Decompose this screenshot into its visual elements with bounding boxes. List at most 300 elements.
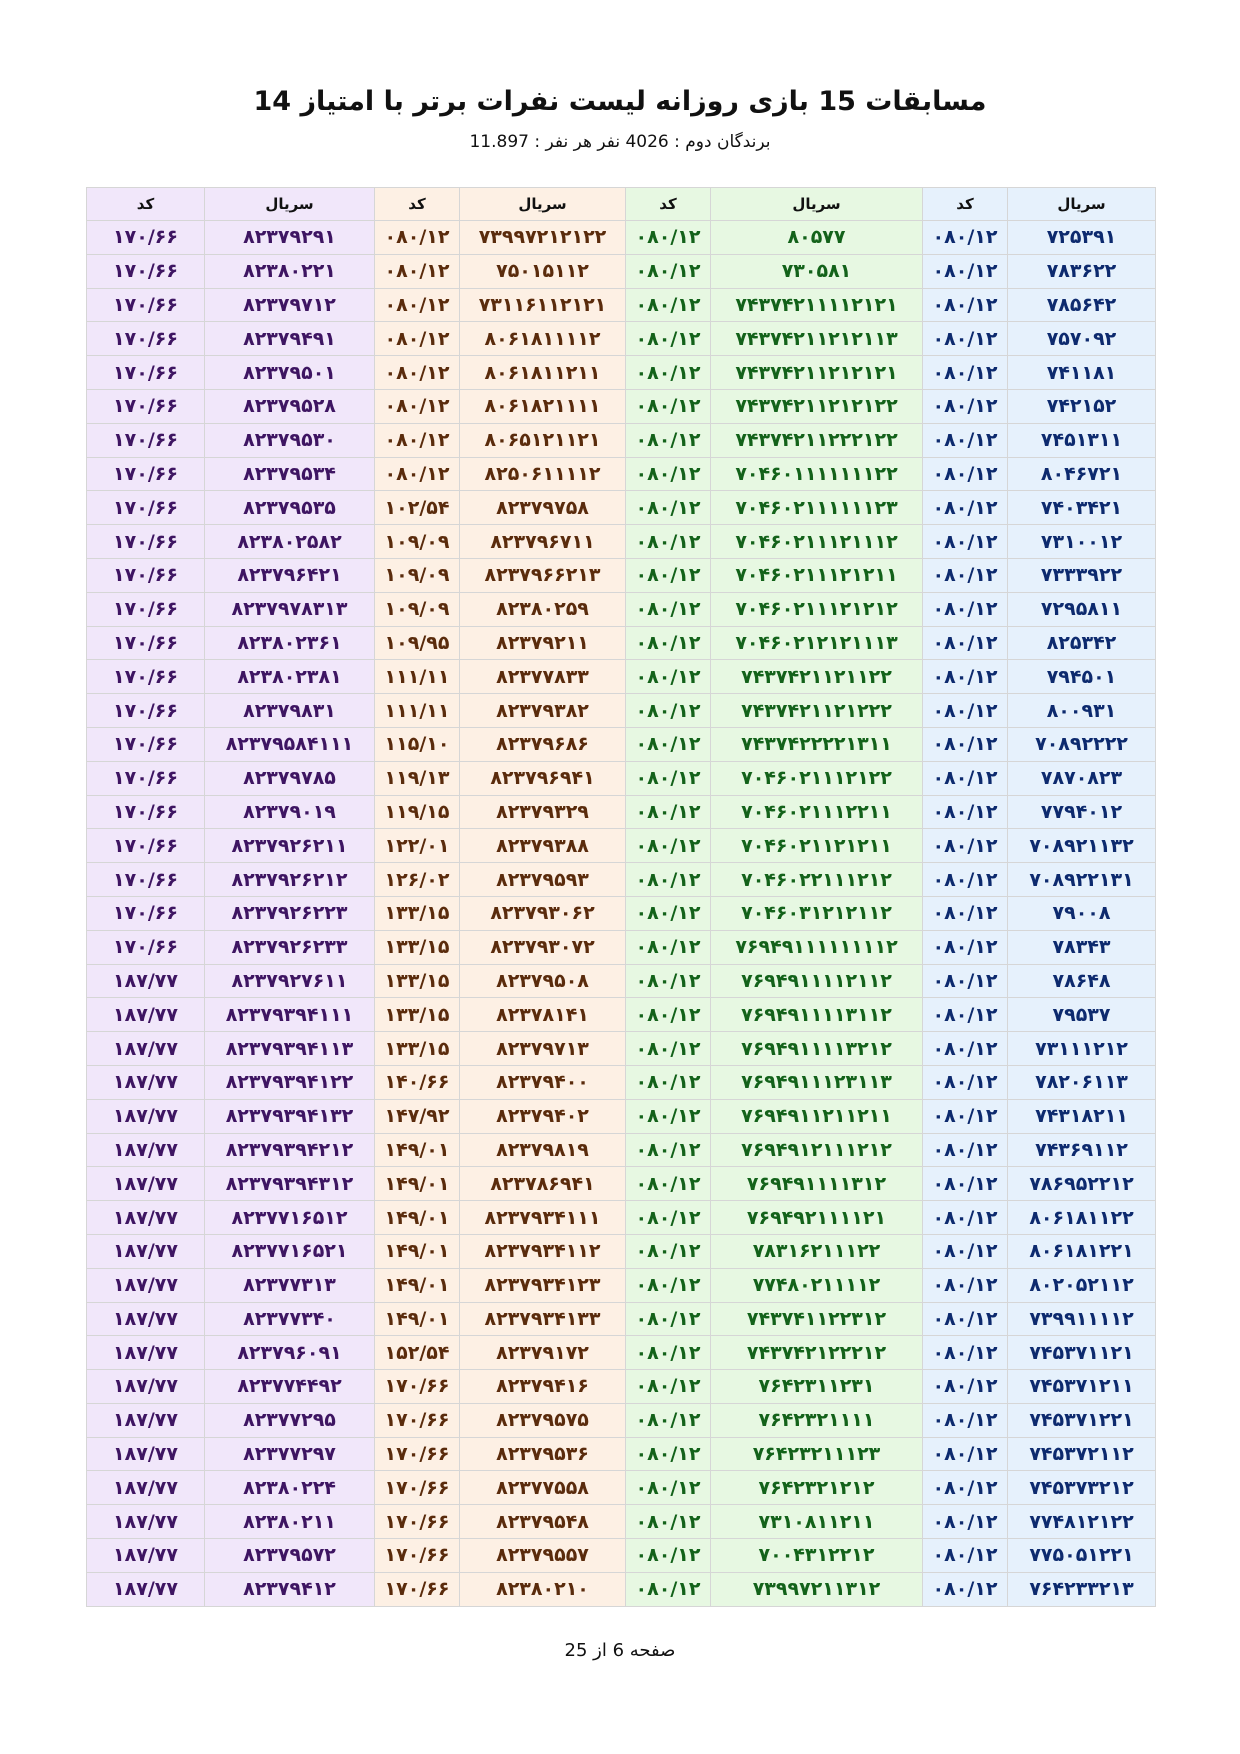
code-cell: ۰۸۰/۱۲ [626,727,711,761]
serial-cell: ۸۲۳۷۷۳۱۳ [205,1268,375,1302]
code-cell: ۱۸۷/۷۷ [87,1437,205,1471]
code-cell: ۱۸۷/۷۷ [87,1336,205,1370]
code-cell: ۱۱۱/۱۱ [375,660,460,694]
serial-cell: ۷۰۴۶۰۲۱۱۱۲۱۲۱۲ [711,592,923,626]
serial-cell: ۸۲۳۷۹۳۰۶۲ [460,896,626,930]
serial-cell: ۸۰۵۷۷ [711,221,923,255]
serial-cell: ۸۲۳۷۹۷۸۳۱۳ [205,592,375,626]
serial-cell: ۷۰۴۶۰۲۲۱۱۱۲۱۲ [711,863,923,897]
serial-cell: ۸۲۳۷۹۸۱۹ [460,1133,626,1167]
code-cell: ۱۱۹/۱۵ [375,795,460,829]
code-cell: ۰۸۰/۱۲ [626,1437,711,1471]
serial-cell: ۸۲۳۷۹۲۹۱ [205,221,375,255]
table-row [87,626,1156,660]
code-cell: ۱۸۷/۷۷ [87,1403,205,1437]
table-row [87,998,1156,1032]
table-row [87,727,1156,761]
table-row [87,322,1156,356]
serial-cell: ۷۰۴۶۰۲۱۱۱۲۱۲۱۱ [711,558,923,592]
serial-cell: ۸۲۵۰۶۱۱۱۱۲ [460,457,626,491]
table-row [87,1471,1156,1505]
serial-cell: ۸۲۳۷۹۰۱۹ [205,795,375,829]
table-row [87,1505,1156,1539]
serial-cell: ۷۸۶۹۵۲۲۱۲ [1008,1167,1156,1201]
code-cell: ۱۷۰/۶۶ [375,1471,460,1505]
serial-cell: ۸۲۳۷۹۲۶۲۲۳ [205,896,375,930]
code-cell: ۱۷۰/۶۶ [375,1403,460,1437]
code-cell: ۰۸۰/۱۲ [626,1065,711,1099]
serial-cell: ۷۹۵۳۷ [1008,998,1156,1032]
code-cell: ۱۳۳/۱۵ [375,964,460,998]
code-cell: ۰۸۰/۱۲ [923,457,1008,491]
table-row [87,761,1156,795]
column-header-code: کد [923,188,1008,221]
code-cell: ۰۸۰/۱۲ [626,1234,711,1268]
code-cell: ۱۷۰/۶۶ [87,761,205,795]
serial-cell: ۷۹۰۰۸ [1008,896,1156,930]
serial-cell: ۸۲۳۷۹۶۶۲۱۳ [460,558,626,592]
serial-cell: ۸۲۳۷۹۵۷۲ [205,1539,375,1573]
code-cell: ۱۸۷/۷۷ [87,1167,205,1201]
serial-cell: ۷۰۴۶۰۲۱۱۲۱۲۱۱ [711,829,923,863]
serial-cell: ۸۲۳۷۷۱۶۵۲۱ [205,1234,375,1268]
table-row [87,1437,1156,1471]
serial-cell: ۸۲۳۷۹۸۳۱ [205,694,375,728]
code-cell: ۰۸۰/۱۲ [375,356,460,390]
serial-cell: ۸۲۳۷۹۲۶۲۳۳ [205,930,375,964]
serial-cell: ۷۴۰۳۴۲۱ [1008,491,1156,525]
serial-cell: ۷۴۳۶۹۱۱۲ [1008,1133,1156,1167]
serial-cell: ۸۲۳۷۹۳۴۱۱۲ [460,1234,626,1268]
code-cell: ۰۸۰/۱۲ [626,288,711,322]
code-cell: ۰۸۰/۱۲ [626,761,711,795]
serial-cell: ۸۰۰۹۳۱ [1008,694,1156,728]
serial-cell: ۸۲۳۸۰۲۱۰ [460,1572,626,1606]
code-cell: ۰۸۰/۱۲ [626,1403,711,1437]
table-row [87,1302,1156,1336]
code-cell: ۰۸۰/۱۲ [923,1370,1008,1404]
serial-cell: ۸۲۳۷۹۴۱۶ [460,1370,626,1404]
code-cell: ۰۸۰/۱۲ [626,694,711,728]
serial-cell: ۷۳۱۰۰۱۲ [1008,525,1156,559]
serial-cell: ۷۶۹۴۹۱۲۱۱۱۲۱۲ [711,1133,923,1167]
code-cell: ۰۸۰/۱۲ [626,829,711,863]
code-cell: ۱۲۲/۰۱ [375,829,460,863]
column-header-code: کد [375,188,460,221]
code-cell: ۰۸۰/۱۲ [626,863,711,897]
serial-cell: ۷۴۳۷۴۱۱۲۲۳۱۲ [711,1302,923,1336]
serial-cell: ۷۴۳۷۴۲۱۱۲۱۲۱۲۱ [711,356,923,390]
serial-cell: ۷۳۹۹۷۲۱۲۱۲۲ [460,221,626,255]
table-row [87,1032,1156,1066]
code-cell: ۱۲۶/۰۲ [375,863,460,897]
serial-cell: ۷۴۳۱۸۲۱۱ [1008,1099,1156,1133]
serial-cell: ۸۲۳۷۹۵۲۸ [205,389,375,423]
serial-cell: ۷۰۸۹۲۲۲۲ [1008,727,1156,761]
serial-cell: ۸۲۳۷۹۵۳۵ [205,491,375,525]
code-cell: ۰۸۰/۱۲ [375,457,460,491]
code-cell: ۰۸۰/۱۲ [626,1505,711,1539]
table-row [87,1099,1156,1133]
code-cell: ۰۸۰/۱۲ [626,592,711,626]
serial-cell: ۷۶۹۴۹۱۱۱۲۳۱۱۳ [711,1065,923,1099]
serial-cell: ۷۸۳۱۶۲۱۱۱۲۲ [711,1234,923,1268]
code-cell: ۰۸۰/۱۲ [923,1471,1008,1505]
code-cell: ۰۸۰/۱۲ [923,1437,1008,1471]
code-cell: ۱۷۰/۶۶ [87,525,205,559]
serial-cell: ۸۲۳۷۹۳۸۸ [460,829,626,863]
serial-cell: ۸۲۳۷۹۵۳۶ [460,1437,626,1471]
code-cell: ۰۸۰/۱۲ [923,322,1008,356]
serial-cell: ۷۴۵۳۷۱۲۲۱ [1008,1403,1156,1437]
serial-cell: ۸۲۳۷۹۶۷۱۱ [460,525,626,559]
table-row [87,592,1156,626]
serial-cell: ۷۸۵۶۴۲ [1008,288,1156,322]
code-cell: ۰۸۰/۱۲ [923,694,1008,728]
code-cell: ۱۴۹/۰۱ [375,1234,460,1268]
table-row [87,389,1156,423]
serial-cell: ۷۶۴۲۳۲۱۲۱۲ [711,1471,923,1505]
serial-cell: ۸۲۳۷۹۵۷۵ [460,1403,626,1437]
table-row [87,1370,1156,1404]
table-row [87,491,1156,525]
code-cell: ۰۸۰/۱۲ [923,1505,1008,1539]
serial-cell: ۸۲۳۷۹۵۰۱ [205,356,375,390]
serial-cell: ۷۸۲۰۶۱۱۳ [1008,1065,1156,1099]
serial-cell: ۸۰۶۱۸۱۱۱۱۲ [460,322,626,356]
code-cell: ۰۸۰/۱۲ [626,558,711,592]
code-cell: ۰۸۰/۱۲ [626,964,711,998]
serial-cell: ۷۴۳۷۴۲۱۲۲۲۱۲ [711,1336,923,1370]
serial-cell: ۷۴۵۳۷۱۱۲۱ [1008,1336,1156,1370]
serial-cell: ۸۲۳۷۸۱۴۱ [460,998,626,1032]
code-cell: ۱۳۳/۱۵ [375,1032,460,1066]
code-cell: ۱۷۰/۶۶ [87,863,205,897]
code-cell: ۱۸۷/۷۷ [87,1370,205,1404]
serial-cell: ۷۷۴۸۰۲۱۱۱۱۲ [711,1268,923,1302]
code-cell: ۰۸۰/۱۲ [626,795,711,829]
serial-cell: ۸۲۳۷۹۳۴۱۱۱ [460,1201,626,1235]
serial-cell: ۸۰۶۱۸۲۱۱۱۱ [460,389,626,423]
code-cell: ۰۸۰/۱۲ [626,221,711,255]
serial-cell: ۸۲۳۷۹۳۲۹ [460,795,626,829]
code-cell: ۱۰۹/۰۹ [375,558,460,592]
code-cell: ۰۸۰/۱۲ [626,1032,711,1066]
code-cell: ۰۸۰/۱۲ [626,930,711,964]
code-cell: ۱۷۰/۶۶ [87,389,205,423]
column-header-code: کد [626,188,711,221]
serial-cell: ۸۲۳۷۹۴۱۲ [205,1572,375,1606]
table-row [87,1336,1156,1370]
code-cell: ۱۷۰/۶۶ [87,694,205,728]
code-cell: ۰۸۰/۱۲ [626,1336,711,1370]
serial-cell: ۸۲۳۷۹۷۸۵ [205,761,375,795]
table-row [87,1403,1156,1437]
table-row [87,1572,1156,1606]
code-cell: ۰۸۰/۱۲ [923,1336,1008,1370]
code-cell: ۱۷۰/۶۶ [87,288,205,322]
serial-cell: ۸۲۳۷۹۵۳۰ [205,423,375,457]
code-cell: ۱۸۷/۷۷ [87,1032,205,1066]
serial-cell: ۷۰۴۶۰۲۱۱۱۱۱۱۲۳ [711,491,923,525]
code-cell: ۰۸۰/۱۲ [923,592,1008,626]
serial-cell: ۸۲۳۷۹۳۹۴۱۲۲ [205,1065,375,1099]
serial-cell: ۸۲۳۷۹۳۹۴۱۱۱ [205,998,375,1032]
serial-cell: ۸۲۳۷۹۳۹۴۳۱۲ [205,1167,375,1201]
code-cell: ۰۸۰/۱۲ [923,795,1008,829]
code-cell: ۰۸۰/۱۲ [626,1099,711,1133]
code-cell: ۱۳۳/۱۵ [375,998,460,1032]
serial-cell: ۸۲۳۷۷۲۹۷ [205,1437,375,1471]
serial-cell: ۸۲۳۷۷۵۵۸ [460,1471,626,1505]
code-cell: ۰۸۰/۱۲ [626,1133,711,1167]
serial-cell: ۸۲۳۷۹۵۴۸ [460,1505,626,1539]
code-cell: ۱۷۰/۶۶ [375,1572,460,1606]
code-cell: ۰۸۰/۱۲ [923,1099,1008,1133]
code-cell: ۱۸۷/۷۷ [87,1539,205,1573]
code-cell: ۱۰۹/۰۹ [375,592,460,626]
code-cell: ۰۸۰/۱۲ [626,1572,711,1606]
code-cell: ۰۸۰/۱۲ [923,1403,1008,1437]
serial-cell: ۷۳۹۹۷۲۱۱۳۱۲ [711,1572,923,1606]
code-cell: ۰۸۰/۱۲ [923,626,1008,660]
serial-cell: ۸۲۳۷۹۲۶۲۱۲ [205,863,375,897]
code-cell: ۱۴۹/۰۱ [375,1167,460,1201]
code-cell: ۱۴۹/۰۱ [375,1201,460,1235]
serial-cell: ۷۴۳۷۴۲۲۲۲۱۳۱۱ [711,727,923,761]
serial-cell: ۷۴۲۱۵۲ [1008,389,1156,423]
serial-cell: ۸۲۳۸۰۲۲۴ [205,1471,375,1505]
code-cell: ۱۰۹/۰۹ [375,525,460,559]
serial-cell: ۸۲۵۳۴۲ [1008,626,1156,660]
table-row [87,930,1156,964]
serial-cell: ۸۲۳۷۹۲۶۲۱۱ [205,829,375,863]
serial-cell: ۷۰۸۹۲۲۱۳۱ [1008,863,1156,897]
table-body [87,221,1156,1607]
code-cell: ۰۸۰/۱۲ [923,1032,1008,1066]
serial-cell: ۷۰۴۶۰۳۱۲۱۲۱۱۲ [711,896,923,930]
column-header-serial: سریال [460,188,626,221]
serial-cell: ۷۶۹۴۹۱۱۱۱۳۱۲ [711,1167,923,1201]
code-cell: ۰۸۰/۱۲ [626,660,711,694]
column-header-serial: سریال [205,188,375,221]
code-cell: ۰۸۰/۱۲ [923,1539,1008,1573]
serial-cell: ۸۲۳۷۸۶۹۴۱ [460,1167,626,1201]
code-cell: ۰۸۰/۱۲ [923,288,1008,322]
code-cell: ۱۸۷/۷۷ [87,1133,205,1167]
code-cell: ۰۸۰/۱۲ [626,896,711,930]
code-cell: ۱۴۹/۰۱ [375,1133,460,1167]
code-cell: ۰۸۰/۱۲ [923,829,1008,863]
code-cell: ۰۸۰/۱۲ [375,254,460,288]
serial-cell: ۸۲۳۷۹۷۵۸ [460,491,626,525]
code-cell: ۰۸۰/۱۲ [626,525,711,559]
code-cell: ۰۸۰/۱۲ [923,660,1008,694]
code-cell: ۱۷۰/۶۶ [87,491,205,525]
serial-cell: ۸۲۳۷۹۶۸۶ [460,727,626,761]
code-cell: ۱۸۷/۷۷ [87,1572,205,1606]
serial-cell: ۷۸۶۴۸ [1008,964,1156,998]
serial-cell: ۷۰۴۶۰۲۱۱۱۲۲۱۱ [711,795,923,829]
serial-cell: ۸۲۳۷۷۳۴۰ [205,1302,375,1336]
serial-cell: ۷۴۳۷۴۲۱۱۲۱۲۲۲ [711,694,923,728]
serial-cell: ۷۶۹۴۹۱۱۲۱۱۲۱۱ [711,1099,923,1133]
serial-cell: ۸۰۶۱۸۱۱۲۲ [1008,1201,1156,1235]
code-cell: ۱۷۰/۶۶ [87,423,205,457]
table-row [87,221,1156,255]
table-row [87,863,1156,897]
code-cell: ۱۷۰/۶۶ [87,592,205,626]
serial-cell: ۷۰۴۶۰۱۱۱۱۱۱۱۲۲ [711,457,923,491]
code-cell: ۱۷۰/۶۶ [375,1505,460,1539]
serial-cell: ۷۶۹۴۹۱۱۱۱۳۲۱۲ [711,1032,923,1066]
table-row [87,1133,1156,1167]
serial-cell: ۷۰۴۶۰۲۱۱۱۲۱۲۲ [711,761,923,795]
code-cell: ۱۷۰/۶۶ [87,829,205,863]
code-cell: ۱۷۰/۶۶ [375,1539,460,1573]
column-header-code: کد [87,188,205,221]
serial-cell: ۸۲۳۷۹۶۹۴۱ [460,761,626,795]
code-cell: ۰۸۰/۱۲ [626,626,711,660]
serial-cell: ۸۲۳۷۹۵۵۷ [460,1539,626,1573]
serial-cell: ۷۴۵۳۷۳۲۱۲ [1008,1471,1156,1505]
code-cell: ۰۸۰/۱۲ [626,457,711,491]
code-cell: ۱۷۰/۶۶ [87,660,205,694]
code-cell: ۱۷۰/۶۶ [87,558,205,592]
serial-cell: ۸۲۳۷۹۷۱۳ [460,1032,626,1066]
table-row [87,795,1156,829]
code-cell: ۱۷۰/۶۶ [87,795,205,829]
code-cell: ۰۸۰/۱۲ [923,1133,1008,1167]
code-cell: ۰۸۰/۱۲ [923,896,1008,930]
code-cell: ۱۳۳/۱۵ [375,930,460,964]
code-cell: ۰۸۰/۱۲ [923,356,1008,390]
serial-cell: ۸۲۳۷۹۵۹۳ [460,863,626,897]
code-cell: ۰۸۰/۱۲ [923,964,1008,998]
header-row [87,188,1156,221]
table-row [87,829,1156,863]
code-cell: ۰۸۰/۱۲ [626,1167,711,1201]
serial-cell: ۷۴۳۷۴۲۱۱۲۲۲۱۲۲ [711,423,923,457]
table-row [87,525,1156,559]
serial-cell: ۸۲۳۷۹۱۷۲ [460,1336,626,1370]
serial-cell: ۷۴۳۷۴۲۱۱۲۱۱۲۲ [711,660,923,694]
code-cell: ۱۴۹/۰۱ [375,1302,460,1336]
serial-cell: ۸۲۳۷۹۳۸۲ [460,694,626,728]
serial-cell: ۷۴۵۳۷۱۲۱۱ [1008,1370,1156,1404]
code-cell: ۰۸۰/۱۲ [626,1471,711,1505]
code-cell: ۰۸۰/۱۲ [923,1572,1008,1606]
code-cell: ۱۸۷/۷۷ [87,1302,205,1336]
code-cell: ۱۴۹/۰۱ [375,1268,460,1302]
code-cell: ۰۸۰/۱۲ [923,389,1008,423]
serial-cell: ۸۲۳۷۹۲۷۶۱۱ [205,964,375,998]
serial-cell: ۷۴۵۳۷۲۱۱۲ [1008,1437,1156,1471]
serial-cell: ۷۰۴۶۰۲۱۲۱۲۱۱۱۳ [711,626,923,660]
serial-cell: ۷۸۳۴۳ [1008,930,1156,964]
serial-cell: ۸۲۳۷۷۴۴۹۲ [205,1370,375,1404]
code-cell: ۱۸۷/۷۷ [87,964,205,998]
serial-cell: ۷۷۹۴۰۱۲ [1008,795,1156,829]
code-cell: ۱۸۷/۷۷ [87,1201,205,1235]
code-cell: ۰۸۰/۱۲ [923,1201,1008,1235]
code-cell: ۰۸۰/۱۲ [626,423,711,457]
serial-cell: ۸۲۳۷۹۳۹۴۲۱۲ [205,1133,375,1167]
column-header-serial: سریال [1008,188,1156,221]
table-row [87,964,1156,998]
table-row [87,1201,1156,1235]
serial-cell: ۷۴۳۷۴۲۱۱۲۱۲۱۱۳ [711,322,923,356]
serial-cell: ۸۲۳۷۷۸۳۳ [460,660,626,694]
code-cell: ۱۴۰/۶۶ [375,1065,460,1099]
code-cell: ۰۸۰/۱۲ [626,322,711,356]
code-cell: ۱۷۰/۶۶ [87,896,205,930]
code-cell: ۰۸۰/۱۲ [626,389,711,423]
code-cell: ۱۷۰/۶۶ [87,221,205,255]
page-subtitle: برندگان دوم : 4026 نفر هر نفر : 11.897 [469,132,771,152]
serial-cell: ۷۴۳۷۴۲۱۱۲۱۲۱۲۲ [711,389,923,423]
code-cell: ۰۸۰/۱۲ [923,1268,1008,1302]
serial-cell: ۷۶۹۴۹۱۱۱۱۲۱۱۲ [711,964,923,998]
code-cell: ۱۰۹/۹۵ [375,626,460,660]
code-cell: ۰۸۰/۱۲ [375,288,460,322]
page-title: مسابقات 15 بازی روزانه لیست نفرات برتر با امتیاز 14 [253,86,987,117]
serial-cell: ۸۲۳۷۹۶۴۲۱ [205,558,375,592]
code-cell: ۰۸۰/۱۲ [923,998,1008,1032]
table-row [87,896,1156,930]
code-cell: ۱۸۷/۷۷ [87,1268,205,1302]
code-cell: ۰۸۰/۱۲ [626,1268,711,1302]
code-cell: ۰۸۰/۱۲ [626,1539,711,1573]
code-cell: ۰۸۰/۱۲ [375,221,460,255]
serial-cell: ۸۲۳۸۰۲۳۶۱ [205,626,375,660]
serial-cell: ۷۳۱۱۶۱۱۲۱۲۱ [460,288,626,322]
code-cell: ۱۷۰/۶۶ [87,356,205,390]
serial-cell: ۷۴۳۷۴۲۱۱۱۱۲۱۲۱ [711,288,923,322]
table-row [87,558,1156,592]
code-cell: ۱۷۰/۶۶ [87,457,205,491]
code-cell: ۱۳۳/۱۵ [375,896,460,930]
code-cell: ۰۸۰/۱۲ [923,1167,1008,1201]
code-cell: ۰۸۰/۱۲ [923,761,1008,795]
code-cell: ۰۸۰/۱۲ [923,1234,1008,1268]
code-cell: ۰۸۰/۱۲ [923,423,1008,457]
serial-cell: ۷۶۹۴۹۱۱۱۱۱۱۱۱۲ [711,930,923,964]
code-cell: ۰۸۰/۱۲ [923,558,1008,592]
code-cell: ۰۸۰/۱۲ [375,423,460,457]
serial-cell: ۷۴۵۱۳۱۱ [1008,423,1156,457]
serial-cell: ۷۶۴۲۳۲۱۱۱۱ [711,1403,923,1437]
serial-cell: ۷۵۰۱۵۱۱۲ [460,254,626,288]
code-cell: ۱۷۰/۶۶ [87,254,205,288]
serial-cell: ۷۷۴۸۱۲۱۲۲ [1008,1505,1156,1539]
table-row [87,1539,1156,1573]
serial-cell: ۷۹۴۵۰۱ [1008,660,1156,694]
column-header-serial: سریال [711,188,923,221]
table-row [87,356,1156,390]
serial-cell: ۷۶۹۴۹۲۱۱۱۱۲۱ [711,1201,923,1235]
serial-cell: ۸۲۳۷۹۴۰۲ [460,1099,626,1133]
code-cell: ۰۸۰/۱۲ [923,930,1008,964]
serial-cell: ۸۲۳۸۰۲۳۸۱ [205,660,375,694]
serial-cell: ۷۳۱۱۱۲۱۲ [1008,1032,1156,1066]
serial-cell: ۸۰۶۵۱۲۱۱۲۱ [460,423,626,457]
code-cell: ۱۷۰/۶۶ [87,727,205,761]
serial-cell: ۸۲۳۷۹۵۸۴۱۱۱ [205,727,375,761]
serial-cell: ۸۲۳۷۹۵۳۴ [205,457,375,491]
serial-cell: ۸۲۳۷۷۱۶۵۱۲ [205,1201,375,1235]
page-number: صفحه 6 از 25 [564,1640,676,1661]
